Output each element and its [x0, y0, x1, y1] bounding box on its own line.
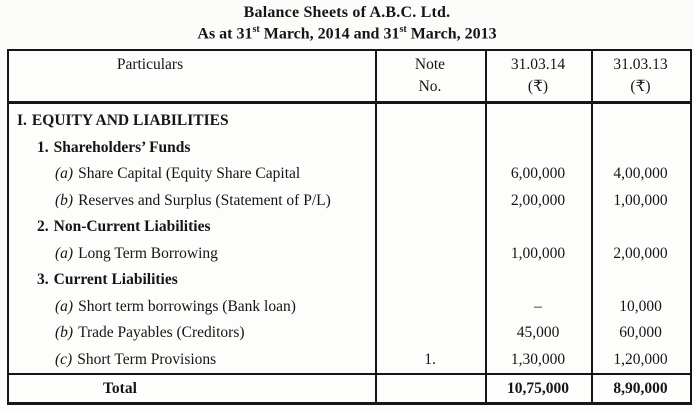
row-label: EQUITY AND LIABILITIES	[31, 112, 229, 130]
particulars-cell	[9, 267, 375, 294]
value-2014-cell	[485, 135, 591, 162]
value-2014-cell: –	[534, 297, 542, 315]
page-title: Balance Sheets of A.B.C. Ltd.	[243, 4, 451, 21]
column-divider	[485, 51, 487, 402]
row-prefix: 1.	[37, 138, 49, 156]
value-2014-cell	[485, 214, 591, 241]
particulars-cell	[9, 320, 375, 347]
note-cell	[375, 241, 485, 268]
note-cell	[375, 108, 485, 135]
value-2013-cell	[591, 267, 690, 294]
value-2014-cell	[485, 267, 591, 294]
row-label: Share Capital (Equity Share Capital	[78, 165, 301, 183]
total-value-2014: 10,75,000	[507, 380, 569, 398]
subtitle-part: March, 2014 and 31	[259, 25, 400, 43]
value-2013-cell	[591, 108, 690, 135]
header-date-2013: 31.03.13 (₹)	[613, 56, 668, 96]
row-prefix: (a)	[55, 297, 74, 315]
subtitle-superscript: st	[399, 24, 407, 35]
row-label: Non-Current Liabilities	[53, 218, 211, 236]
balance-sheet-table	[7, 49, 692, 405]
note-cell	[375, 188, 485, 215]
row-label: Shareholders’ Funds	[53, 138, 191, 156]
value-2014-cell: 6,00,000	[510, 165, 566, 183]
note-cell	[375, 267, 485, 294]
value-2014-cell: 45,000	[516, 324, 560, 342]
note-cell	[375, 161, 485, 188]
row-label: Short Term Provisions	[77, 350, 217, 368]
note-cell: 1.	[424, 350, 436, 368]
table-row	[9, 347, 690, 374]
table-row	[9, 161, 690, 188]
particulars-cell	[9, 161, 375, 188]
note-cell	[375, 320, 485, 347]
value-2013-cell: 4,00,000	[613, 165, 668, 183]
total-note-cell	[375, 375, 485, 402]
row-label: Current Liabilities	[53, 271, 178, 289]
table-row	[9, 108, 690, 135]
table-row	[9, 135, 690, 162]
table-row	[9, 267, 690, 294]
total-value-2013: 8,90,000	[613, 380, 668, 398]
value-2014-cell: 1,00,000	[510, 244, 566, 262]
particulars-cell	[9, 241, 375, 268]
row-prefix: 2.	[37, 218, 49, 236]
value-2013-cell	[591, 135, 690, 162]
total-row	[9, 373, 690, 402]
column-divider	[375, 51, 377, 402]
row-prefix: (b)	[55, 324, 74, 342]
value-2014-cell	[485, 108, 591, 135]
table-row	[9, 214, 690, 241]
row-prefix: 3.	[37, 271, 49, 289]
row-prefix: I.	[17, 112, 27, 130]
value-2013-cell: 2,00,000	[613, 244, 668, 262]
row-label: Long Term Borrowing	[78, 244, 218, 262]
value-2013-cell	[591, 214, 690, 241]
row-prefix: (b)	[55, 191, 74, 209]
row-label: Reserves and Surplus (Statement of P/L)	[78, 191, 331, 209]
table-row	[9, 188, 690, 215]
table-header-row	[9, 51, 690, 104]
value-2013-cell: 60,000	[619, 324, 662, 342]
value-2013-cell: 1,00,000	[613, 191, 668, 209]
particulars-cell	[9, 135, 375, 162]
subtitle-superscript: st	[252, 24, 260, 35]
column-divider	[591, 51, 593, 402]
particulars-cell	[9, 347, 375, 374]
particulars-cell	[9, 188, 375, 215]
row-prefix: (a)	[55, 165, 74, 183]
subtitle-part: As at 31	[197, 25, 253, 43]
value-2014-cell: 1,30,000	[510, 350, 566, 368]
note-cell	[375, 214, 485, 241]
row-prefix: (a)	[55, 244, 74, 262]
page-subtitle	[0, 24, 694, 43]
value-2014-cell: 2,00,000	[510, 191, 566, 209]
total-label: Total	[103, 380, 137, 398]
row-label: Short term borrowings (Bank loan)	[78, 297, 296, 315]
table-row	[9, 294, 690, 321]
particulars-cell	[9, 294, 375, 321]
table-row	[9, 320, 690, 347]
row-prefix: (c)	[55, 350, 73, 368]
subtitle-part: March, 2013	[406, 25, 497, 43]
note-cell	[375, 135, 485, 162]
value-2013-cell: 1,20,000	[613, 350, 668, 368]
value-2013-cell: 10,000	[619, 297, 662, 315]
table-row	[9, 241, 690, 268]
header-note-no: Note No.	[414, 56, 446, 96]
note-cell	[375, 294, 485, 321]
header-date-2014: 31.03.14 (₹)	[510, 56, 566, 96]
header-particulars: Particulars	[116, 56, 184, 74]
row-label: Trade Payables (Creditors)	[78, 324, 245, 342]
particulars-cell	[9, 108, 375, 135]
particulars-cell	[9, 214, 375, 241]
table-body	[9, 104, 690, 373]
